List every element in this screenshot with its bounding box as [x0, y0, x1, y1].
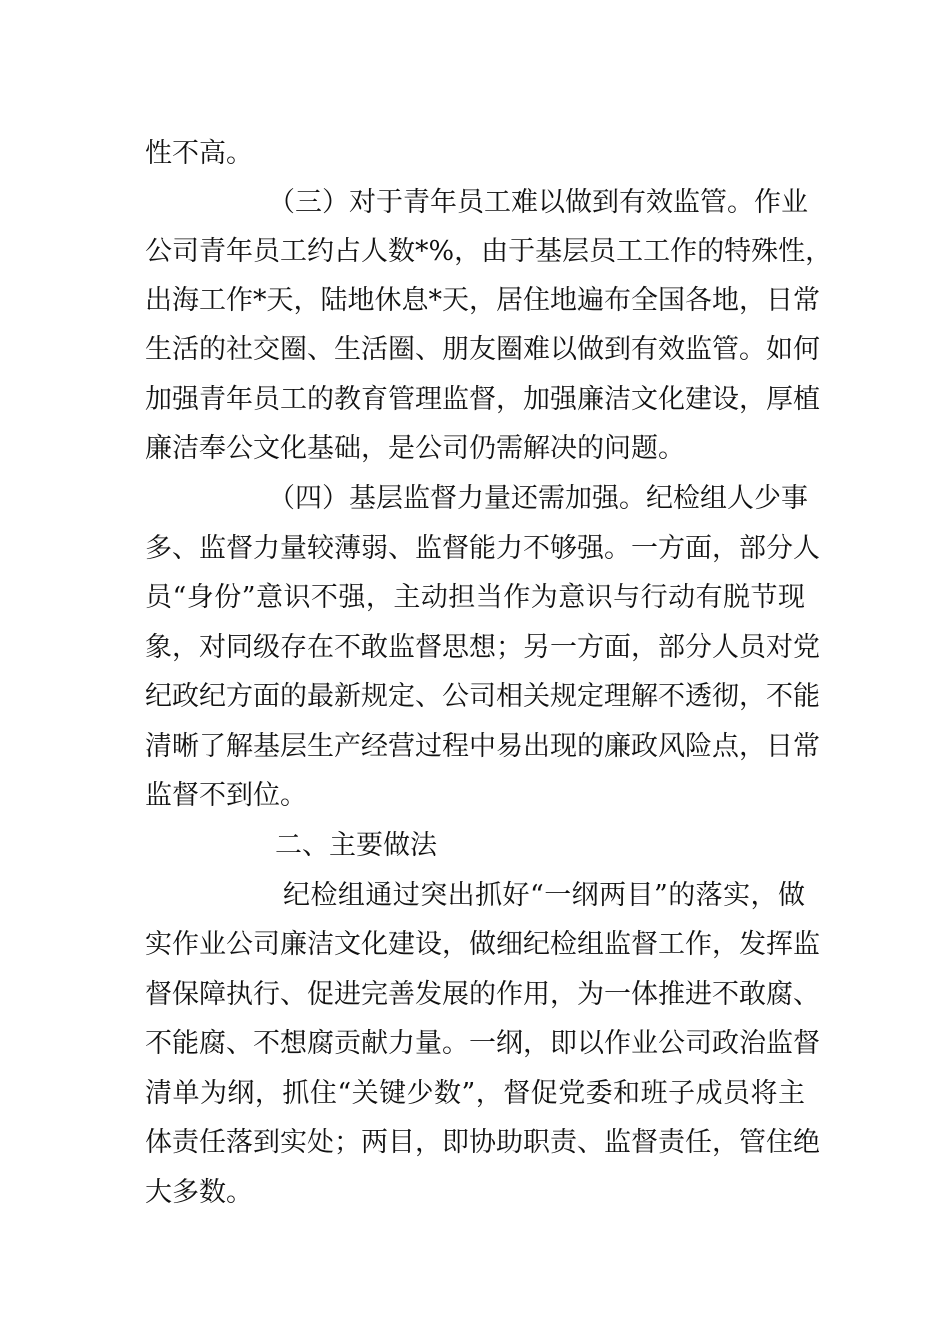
text-line-1: 性不高。	[145, 138, 253, 169]
text-line-22: 大多数。	[145, 1177, 253, 1208]
text-line-16: 纪检组通过突出抓好“一纲两目”的落实，做	[283, 880, 805, 911]
text-line-6: 加强青年员工的教育管理监督，加强廉洁文化建设，厚植	[145, 384, 820, 415]
text-line-2: （三）对于青年员工难以做到有效监管。作业	[268, 187, 808, 218]
text-line-4: 出海工作*天，陆地休息*天，居住地遍布全国各地，日常	[145, 285, 820, 316]
section-heading: 二、主要做法	[275, 830, 437, 861]
text-line-20: 清单为纲，抓住“关键少数”，督促党委和班子成员将主	[145, 1078, 805, 1109]
text-line-17: 实作业公司廉洁文化建设，做细纪检组监督工作，发挥监	[145, 929, 820, 960]
text-line-12: 纪政纪方面的最新规定、公司相关规定理解不透彻，不能	[145, 681, 820, 712]
text-line-10: 员“身份”意识不强，主动担当作为意识与行动有脱节现	[145, 582, 805, 613]
text-line-21: 体责任落到实处；两目，即协助职责、监督责任，管住绝	[145, 1127, 820, 1158]
text-line-5: 生活的社交圈、生活圈、朋友圈难以做到有效监管。如何	[145, 334, 820, 365]
text-line-9: 多、监督力量较薄弱、监督能力不够强。一方面，部分人	[145, 533, 820, 564]
text-line-8: （四）基层监督力量还需加强。纪检组人少事	[268, 483, 808, 514]
text-line-11: 象，对同级存在不敢监督思想；另一方面，部分人员对党	[145, 632, 820, 663]
text-line-19: 不能腐、不想腐贡献力量。一纲，即以作业公司政治监督	[145, 1028, 820, 1059]
text-line-3: 公司青年员工约占人数*%，由于基层员工工作的特殊性，	[145, 236, 833, 267]
text-line-13: 清晰了解基层生产经营过程中易出现的廉政风险点，日常	[145, 731, 820, 762]
text-line-7: 廉洁奉公文化基础，是公司仍需解决的问题。	[145, 433, 685, 464]
text-line-18: 督保障执行、促进完善发展的作用，为一体推进不敢腐、	[145, 979, 820, 1010]
text-line-14: 监督不到位。	[145, 780, 307, 811]
